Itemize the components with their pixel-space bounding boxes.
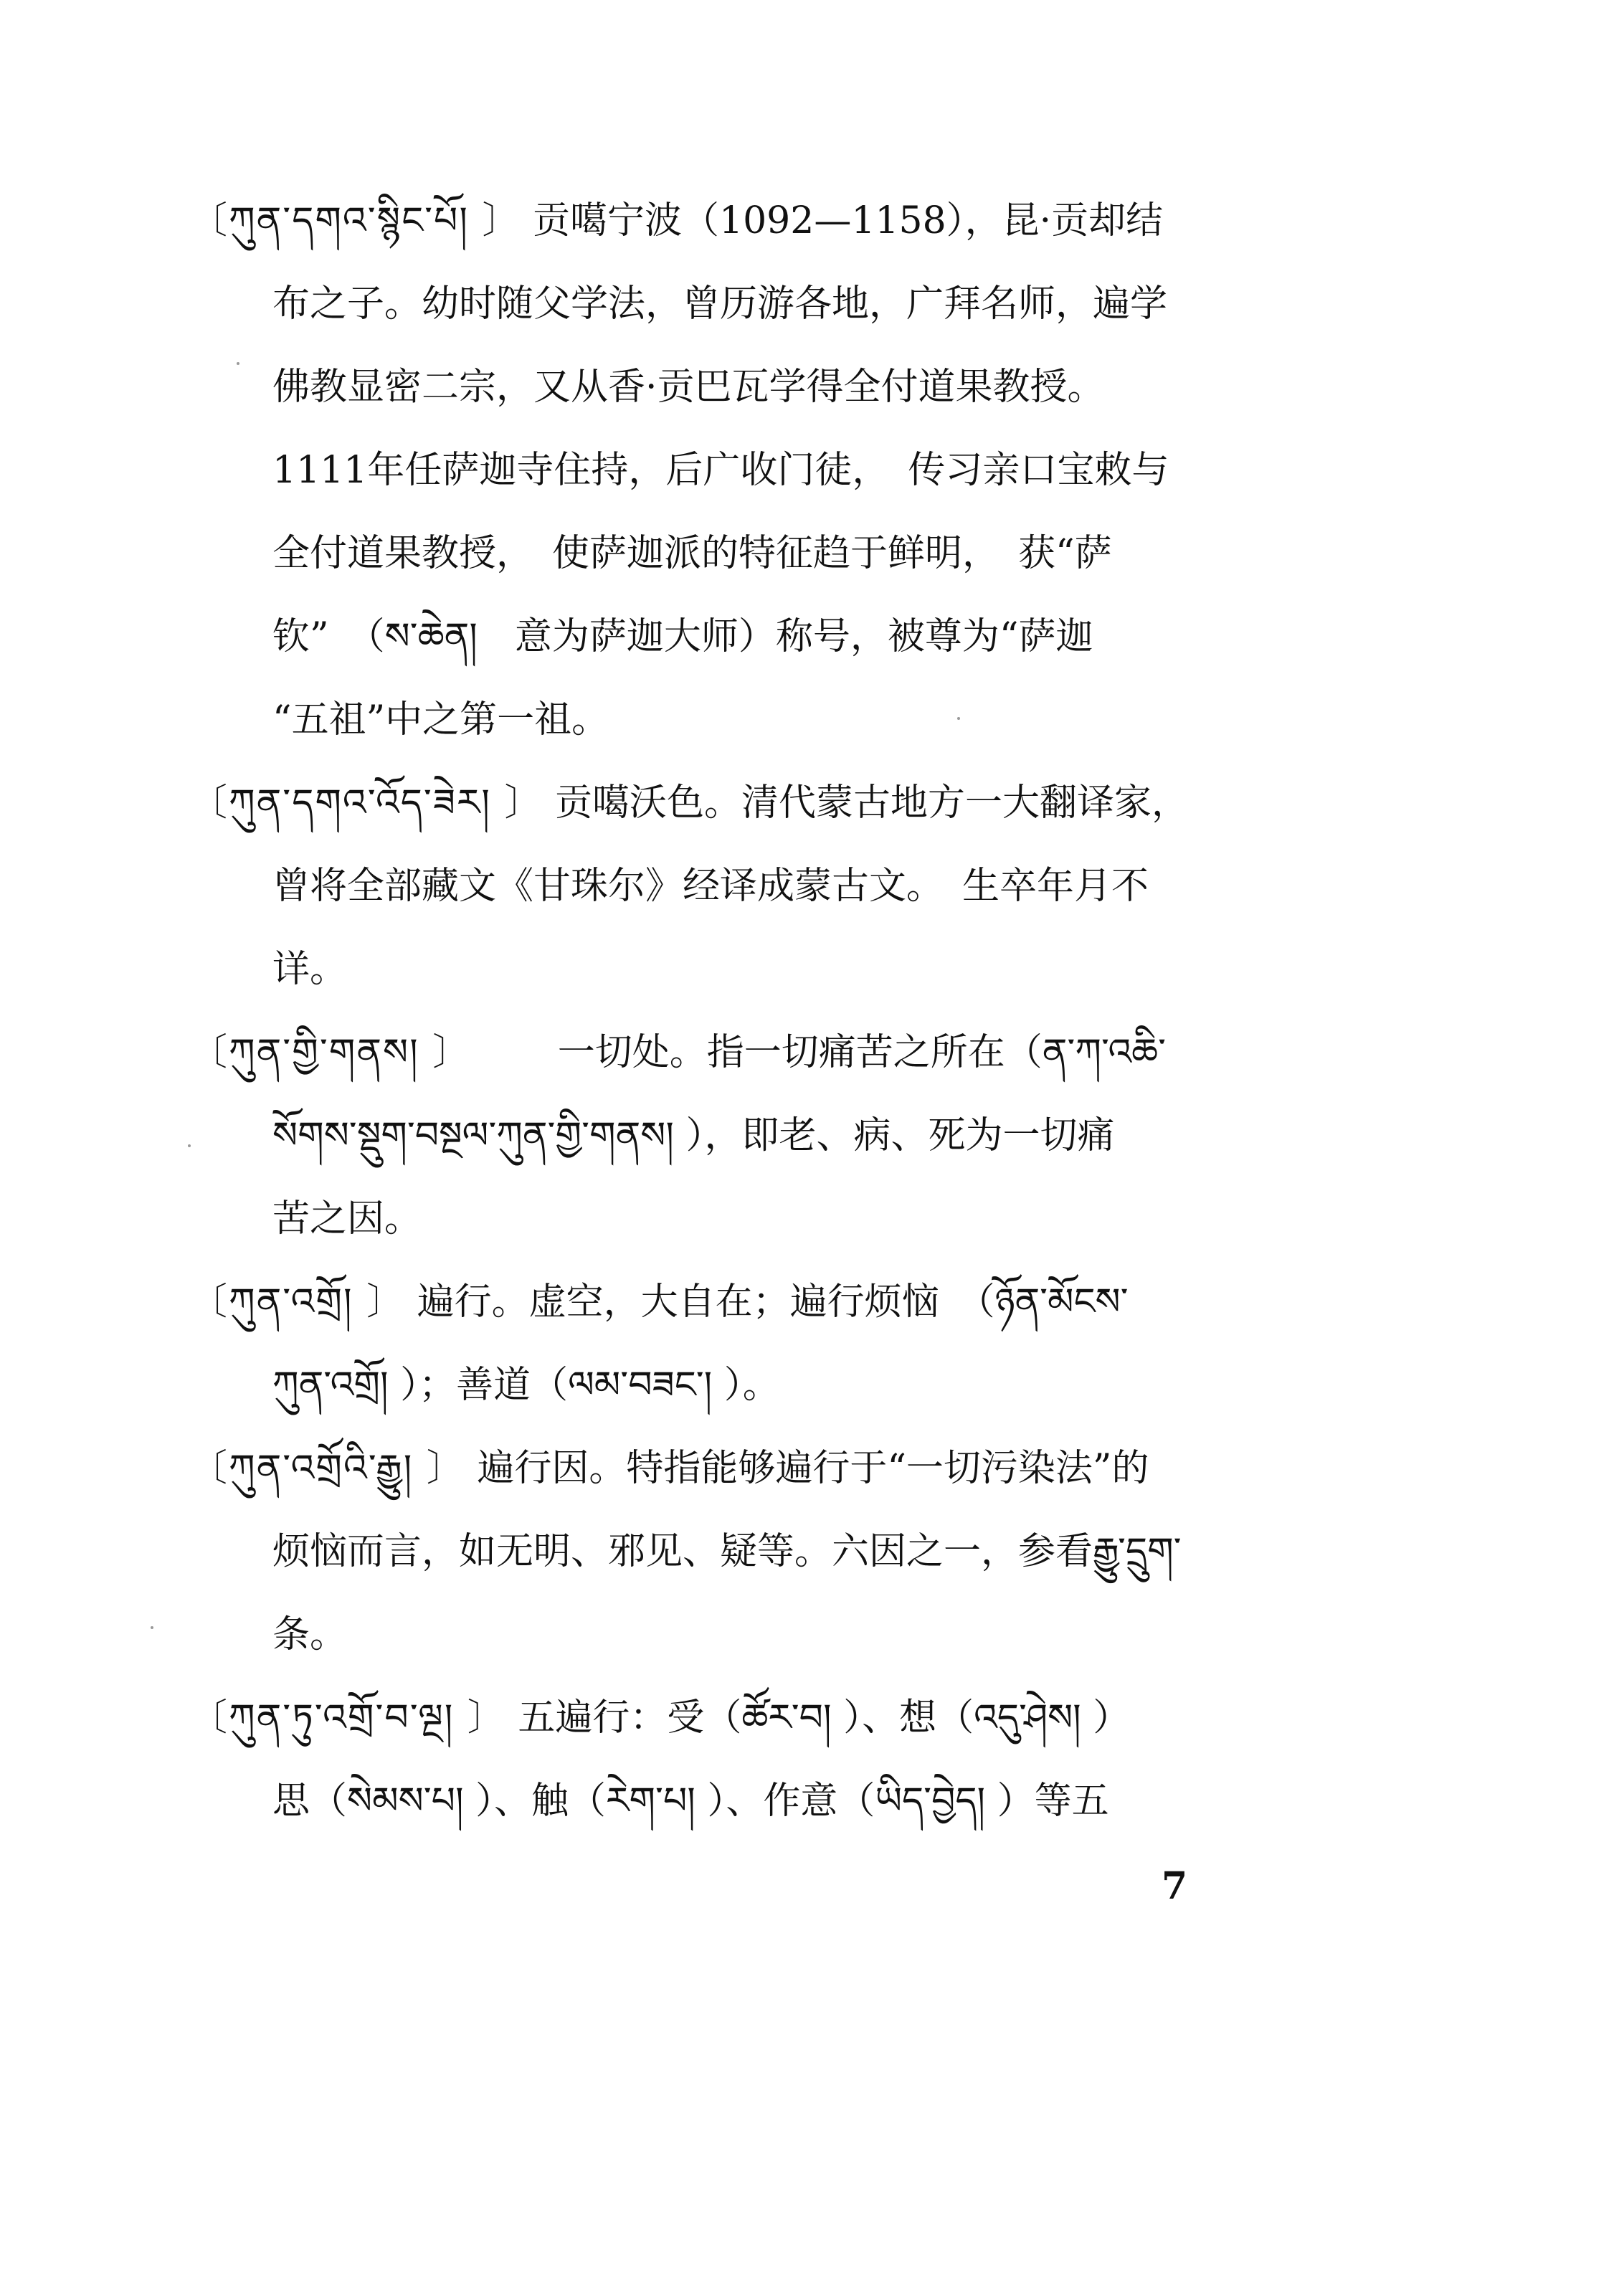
entry-line [190, 179, 1266, 262]
entry-line: 钦” （ས་ཆེན། 意为萨迦大师）称号，被尊为“萨迦 [272, 615, 1093, 658]
entry-headword: 〔ཀུན་འགྲོ། 〕 [190, 1281, 406, 1324]
page-number: 7 [1162, 1864, 1188, 1908]
scan-speck [957, 717, 960, 720]
entry-line: “五祖”中之第一祖。 [272, 698, 609, 741]
entry-headword: 〔ཀུན་གྱི་གནས། 〕 [190, 1031, 472, 1074]
entry-kun-gyi-gnas [190, 1011, 1266, 1261]
entry-line: 全付道果教授， 使萨迦派的特征趋于鲜明， 获“萨 [272, 532, 1112, 575]
entry-line: སོགས་སྡུག་བསྔལ་ཀུན་གྱི་གནས། ），即老、病、死为一切痛 [272, 1114, 1115, 1157]
entries-list [190, 179, 1266, 1843]
entry-headword: 〔ཀུན་ཏུ་འགྲོ་བ་ལྔ། 〕 [190, 1696, 506, 1739]
entry-line [190, 1261, 1266, 1344]
entry-line: 条。 [272, 1613, 348, 1656]
entry-text: 一切处。指一切痛苦之所在（ན་ཀ་འཆི་ [483, 1031, 1167, 1074]
scan-speck [237, 362, 239, 365]
entry-text: 贡噶宁波（1092—1158），昆·贡却结 [532, 199, 1164, 242]
entry-line [190, 761, 1266, 845]
entry-line: 详。 [272, 948, 348, 991]
entry-line: 1111年任萨迦寺住持，后广收门徒， 传习亲口宝敕与 [272, 449, 1169, 492]
entry-kun-dga-od-zer [190, 761, 1266, 1011]
scan-speck [151, 1626, 153, 1629]
entry-text: 五遍行：受（ཚོར་བ། ）、想（འདུ་ཤེས། ） [518, 1696, 1131, 1739]
entry-line: 烦恼而言，如无明、邪见、疑等。六因之一，参看རྒྱུ་དྲུག་ [272, 1530, 1182, 1573]
entry-text: 遍行因。特指能够遍行于“一切污染法”的 [477, 1447, 1149, 1490]
entry-kun-dga-snying-po [190, 179, 1266, 761]
entry-line [190, 1427, 1266, 1510]
entry-kun-tu-gro-ba-lnga [190, 1676, 1266, 1843]
entry-line: 布之子。幼时随父学法，曾历游各地，广拜名师，遍学 [272, 283, 1168, 326]
entry-line: 思（སེམས་པ། ）、触（རེག་པ། ）、作意（ཡིད་བྱེད། ）等五 [272, 1780, 1109, 1823]
entry-headword: 〔ཀུན་དགའ་སྙིང་པོ། 〕 [190, 199, 521, 242]
entry-text: 贡噶沃色。清代蒙古地方一大翻译家， [555, 782, 1189, 825]
entry-text: 遍行。虚空，大自在；遍行烦恼 （ཉོན་མོངས་ [417, 1281, 1129, 1324]
entry-line [190, 1676, 1266, 1760]
entry-headword: 〔ཀུན་དགའ་འོད་ཟེར། 〕 [190, 782, 543, 825]
scan-speck [188, 1144, 191, 1147]
entry-kun-groi-rgyu [190, 1427, 1266, 1676]
entry-line: 佛教显密二宗，又从香·贡巴瓦学得全付道果教授。 [272, 366, 1105, 409]
entry-line: ཀུན་འགྲོ། ）；善道（ལམ་བཟང་། ）。 [272, 1364, 780, 1407]
entry-line [190, 1011, 1266, 1094]
entry-headword: 〔ཀུན་འགྲོའི་རྒྱུ། 〕 [190, 1447, 465, 1490]
entry-line: 曾将全部藏文《甘珠尔》经译成蒙古文。 生卒年月不 [272, 865, 1149, 908]
entry-line: 苦之因。 [272, 1197, 422, 1240]
entry-kun-gro [190, 1261, 1266, 1427]
